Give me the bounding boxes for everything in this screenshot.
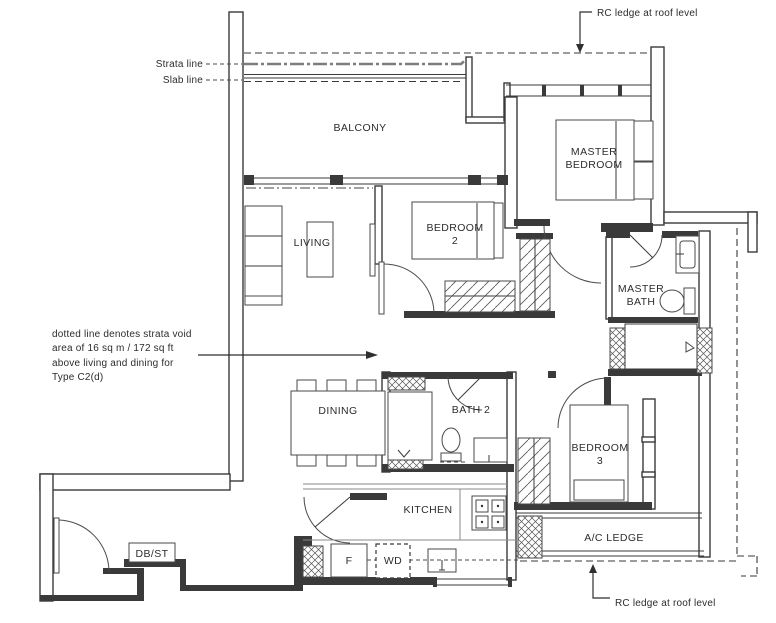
strata-void-note-line3: above living and dining for: [52, 358, 174, 369]
strata-void-note-line4: Type C2(d): [52, 372, 104, 383]
strata-void-note-arrow: [198, 351, 378, 359]
ac-ledge-label: A/C LEDGE: [584, 532, 644, 544]
bedroom3-label-line1: BEDROOM: [571, 442, 629, 454]
bedroom2-wardrobe: [445, 281, 515, 312]
bedroom2-label-line1: BEDROOM: [426, 222, 484, 234]
dining-label: DINING: [318, 405, 358, 417]
rc-ledge-right-dashed-line: [520, 228, 757, 576]
dbst-label: DB/ST: [135, 548, 169, 560]
strata-line-label: Strata line: [155, 59, 203, 70]
tv-console: [370, 224, 375, 276]
dining-table: [291, 391, 385, 455]
store-room: [388, 392, 432, 460]
slab-line-marks: [244, 75, 467, 82]
strata-void-note-line2: area of 16 sq m / 172 sq ft: [52, 343, 174, 354]
master-bath-sink: [676, 236, 699, 273]
kitchen-label: KITCHEN: [403, 504, 453, 516]
master-bath-door: [630, 235, 662, 267]
bath2-toilet: [440, 428, 466, 462]
strata-void-note-line1: dotted line denotes strata void: [52, 329, 192, 340]
master-bedroom-label-line1: MASTER: [570, 146, 618, 158]
living-label: LIVING: [293, 237, 331, 249]
rc-ledge-bottom-leader: [589, 564, 610, 598]
hallway-closet: [520, 239, 550, 311]
master-bedroom-label-line2: BEDROOM: [565, 159, 623, 171]
bedroom2-door: [379, 262, 434, 314]
fridge-label: F: [345, 555, 353, 567]
master-bath-toilet: [660, 288, 695, 314]
bath2-sink: [474, 438, 507, 462]
bedroom3-wardrobe: [518, 438, 550, 504]
rc-ledge-bottom-label: RC ledge at roof level: [615, 598, 716, 609]
stove: [472, 496, 506, 530]
sofa: [245, 206, 282, 305]
rc-ledge-top-leader: [576, 12, 592, 53]
master-bath-shower: [625, 324, 697, 369]
bath2-label: BATH 2: [451, 404, 491, 416]
washer-dryer-label: WD: [383, 555, 403, 567]
bedroom3-label-line2: 3: [596, 455, 604, 467]
master-bath-label-line2: BATH: [626, 296, 656, 308]
strata-line-dashed: [244, 56, 470, 64]
master-bath-label-line1: MASTER: [617, 283, 665, 295]
slab-line-label: Slab line: [162, 75, 203, 86]
bedroom2-label-line2: 2: [451, 235, 459, 247]
coffee-table: [307, 222, 333, 277]
rc-ledge-top-label: RC ledge at roof level: [597, 8, 698, 19]
balcony-label: BALCONY: [333, 122, 387, 134]
entry-door: [54, 518, 109, 573]
